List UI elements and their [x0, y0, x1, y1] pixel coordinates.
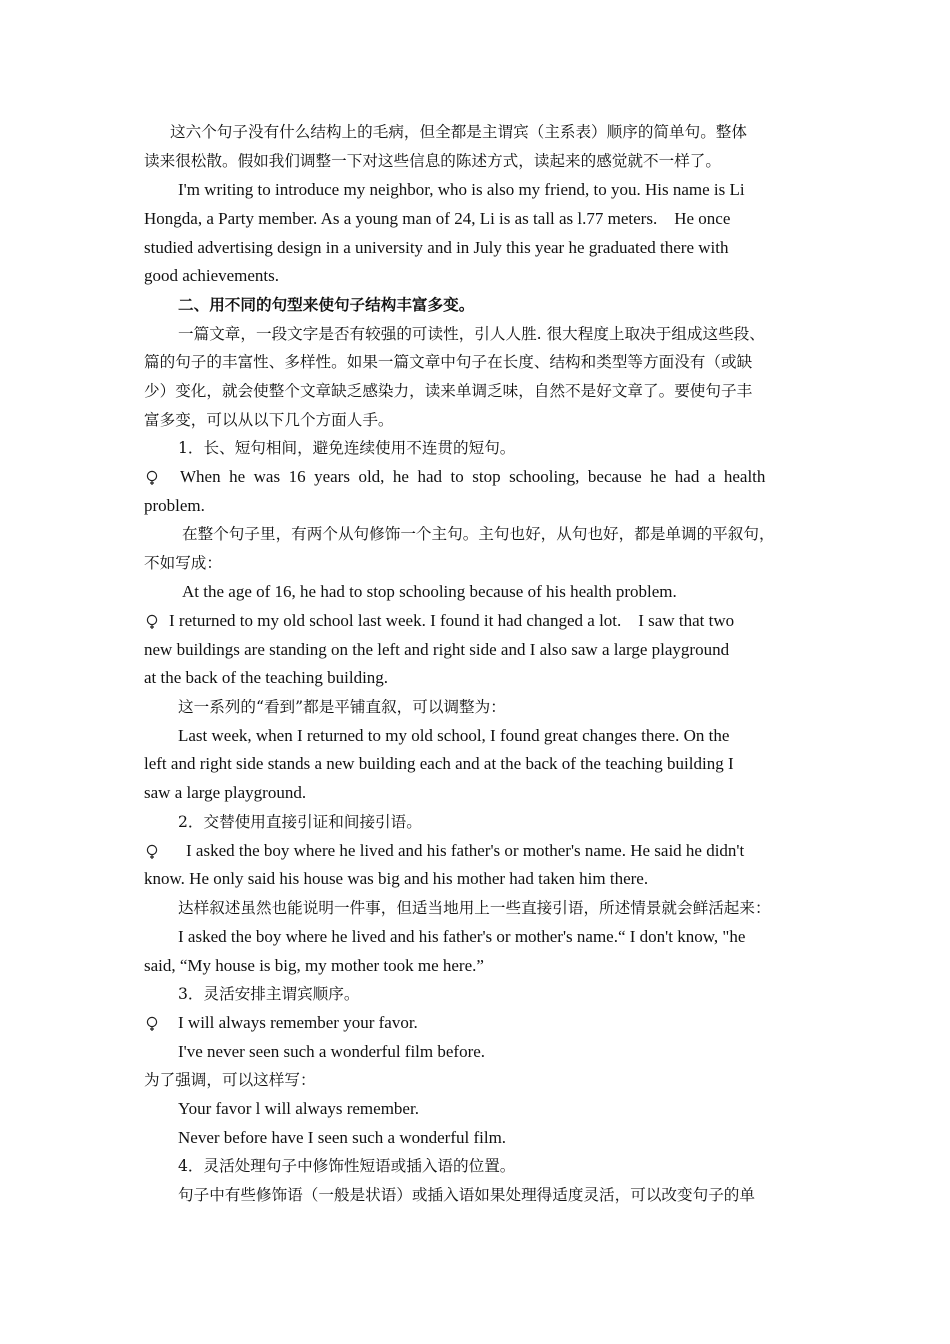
revised-sentence: Your favor l will always remember.: [178, 1099, 419, 1118]
revised-sentence: said, “My house is big, my mother took me here.”: [144, 956, 484, 975]
paragraph-line: 在整个句子里，有两个从句修饰一个主句。主句也好，从句也好，都是单调的平叙句，: [182, 525, 775, 543]
paragraph-line: 篇的句子的丰富性、多样性。如果一篇文章中句子在长度、结构和类型等方面没有（或缺: [144, 353, 753, 371]
paragraph-line: 不如写成：: [144, 554, 222, 572]
subheading: 2．交替使用直接引证和间接引语。: [178, 813, 422, 831]
bullet-icon: [146, 470, 160, 486]
example-sentence: I returned to my old school last week. I found it had changed a lot. I saw that two: [169, 611, 735, 630]
subheading: 4．灵活处理句子中修饰性短语或插入语的位置。: [178, 1157, 516, 1175]
example-sentence: I've never seen such a wonderful film before.: [178, 1042, 486, 1061]
revised-sentence: saw a large playground.: [144, 783, 307, 802]
paragraph-line: 为了强调，可以这样写：: [144, 1071, 316, 1089]
bullet-icon: [146, 844, 160, 860]
paragraph-line: 一篇文章，一段文字是否有较强的可读性，引人人胜. 很大程度上取决于组成这些段、: [178, 325, 765, 343]
section-heading: 二、用不同的句型来使句子结构丰富多变。: [178, 295, 475, 314]
revised-sentence: left and right side stands a new building each and at the back of the teaching building I: [144, 754, 734, 773]
paragraph-line: studied advertising design in a university and in July this year he graduated there with: [144, 238, 729, 257]
subheading: 3．灵活安排主谓宾顺序。: [178, 985, 360, 1003]
example-sentence: When he was 16 years old, he had to stop schooling, because he had a health: [180, 467, 766, 486]
paragraph-line: 句子中有些修饰语（一般是状语）或插入语如果处理得适度灵活，可以改变句子的单: [178, 1186, 755, 1204]
revised-sentence: Never before have I seen such a wonderful film.: [178, 1128, 507, 1147]
bullet-icon: [146, 614, 160, 630]
revised-sentence: I asked the boy where he lived and his father's or mother's name.“ I don't know, "he: [178, 927, 746, 946]
revised-sentence: At the age of 16, he had to stop schooling because of his health problem.: [182, 582, 677, 601]
example-sentence: I asked the boy where he lived and his father's or mother's name. He said he didn't: [186, 841, 745, 860]
example-sentence: know. He only said his house was big and his mother had taken him there.: [144, 869, 649, 888]
paragraph-line: 达样叙述虽然也能说明一件事，但适当地用上一些直接引语，所述情景就会鲜活起来：: [178, 899, 771, 917]
revised-sentence: Last week, when I returned to my old school, I found great changes there. On the: [178, 726, 730, 745]
paragraph-line: I'm writing to introduce my neighbor, who is also my friend, to you. His name is Li: [178, 180, 745, 199]
paragraph-line: good achievements.: [144, 266, 280, 285]
example-sentence: I will always remember your favor.: [178, 1013, 418, 1032]
example-sentence: at the back of the teaching building.: [144, 668, 389, 687]
paragraph-line: 这一系列的“看到”都是平铺直叙，可以调整为：: [178, 698, 506, 716]
paragraph-line: Hongda, a Party member. As a young man of 24, Li is as tall as l.77 meters. He once: [144, 209, 731, 228]
paragraph-line: 富多变，可以从以下几个方面人手。: [144, 411, 394, 429]
paragraph-line: 读来很松散。假如我们调整一下对这些信息的陈述方式，读起来的感觉就不一样了。: [144, 152, 721, 170]
subheading: 1．长、短句相间，避免连续使用不连贯的短句。: [178, 439, 516, 457]
paragraph-line: 少）变化，就会使整个文章缺乏感染力，读来单调乏味，自然不是好文章了。要使句子丰: [144, 382, 753, 400]
paragraph-line: 这六个句子没有什么结构上的毛病，但全都是主谓宾（主系表）顺序的简单句。整体: [170, 123, 747, 141]
bullet-icon: [146, 1016, 160, 1032]
example-sentence: problem.: [144, 496, 205, 515]
example-sentence: new buildings are standing on the left and right side and I also saw a large playground: [144, 640, 730, 659]
